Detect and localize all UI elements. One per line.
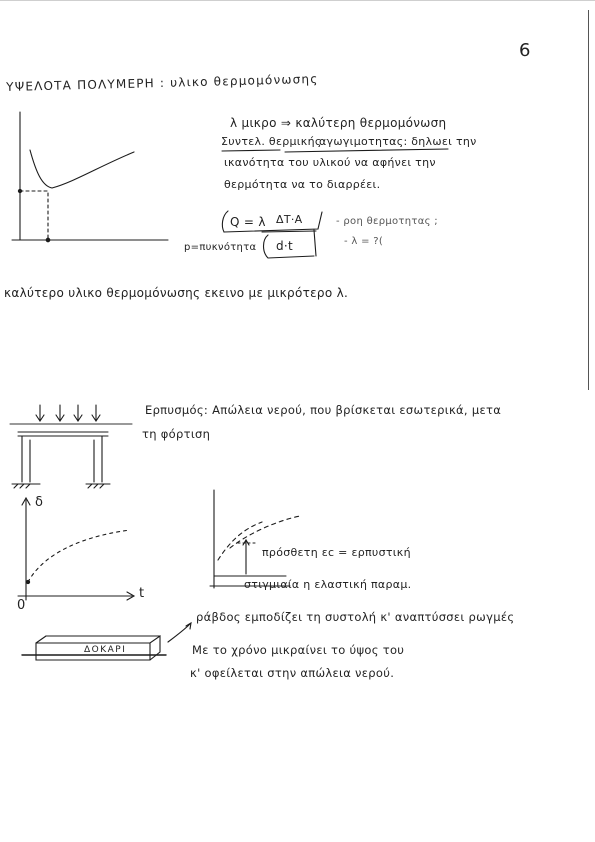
beam-label: ΔΟΚΑΡΙ [84,645,127,655]
creep-definition-cont: τη φόρτιση [142,427,211,441]
conclusion-text: καλύτερο υλικο θερμομόνωσης εκεινο με μικρότερο λ. [4,286,349,300]
deflection-time-graph [18,498,134,600]
conductivity-def-a: αγωγιμοτητας: δηλωει την [319,135,477,148]
page-number: 6 [519,40,531,61]
creep-definition: Ερπυσμός: Απώλεια νερού, που βρίσκεται εσωτερικά, μετα [145,403,502,417]
formula-note-2: - λ = ?( [344,236,384,247]
origin-label: 0 [17,598,26,613]
formula-q: Q = λ [230,215,266,229]
lambda-line: λ μικρο ⇒ καλύτερη θερμομόνωση [230,116,447,130]
formula-note-1: - ροη θερμοτητας ; [336,216,438,227]
time-axis-label: t [139,586,145,601]
thermal-conductivity-graph [12,112,168,242]
conductivity-def-b: ικανότητα του υλικού να αφήνει την [224,156,436,169]
delta-axis-label: δ [35,495,44,510]
conductivity-term: Συντελ. θερμικής [221,135,322,148]
instant-strain-label: στιγμιαία η ελαστική παραμ. [244,578,412,591]
graph1-curve [30,150,134,188]
conductivity-def-c: θερμότητα να το διαρρέει. [224,178,381,191]
time-note-1: Με το χρόνο μικραίνει το ύψος του [192,643,405,657]
page-title: ΥΨΕΛΟΤΑ ΠΟΛΥΜΕΡΗ : υλικο θερμομόνωσης [6,71,319,94]
density-axis-label: p=πυκνότητα [184,242,257,253]
formula-denominator: d·t [276,239,294,253]
formula-numerator: ΔT·A [276,213,303,226]
added-strain-label: πρόσθετη εc = ερπυστική [262,546,411,559]
loaded-frame [12,405,110,488]
rebar-note: ράβδος εμποδίζει τη συστολή κ' αναπτύσσει ρωγμές [196,610,515,624]
creep-strain-graph [210,490,300,588]
time-note-2: κ' οφείλεται στην απώλεια νερού. [190,666,395,680]
